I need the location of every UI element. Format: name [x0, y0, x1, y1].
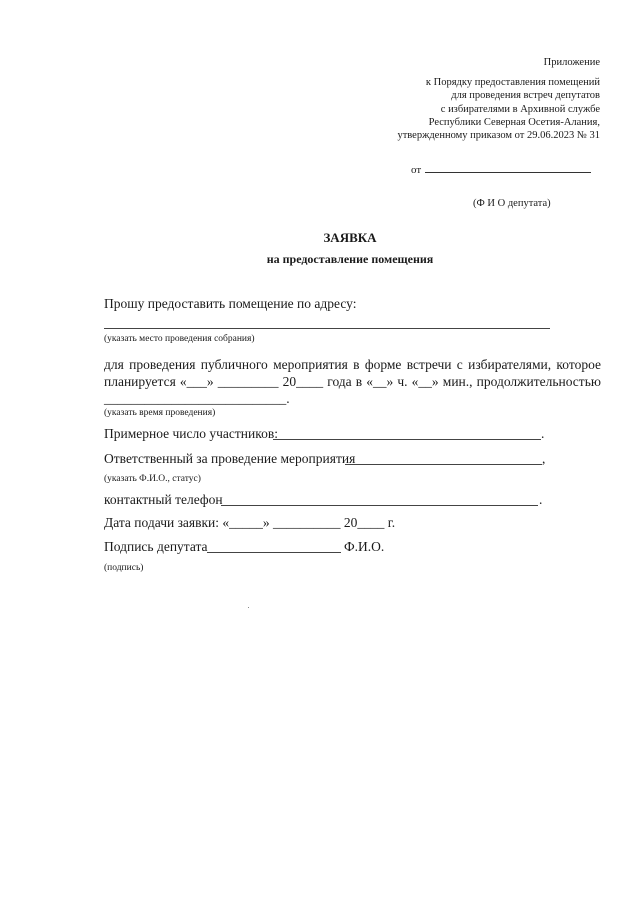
appendix-header: [397, 56, 600, 142]
signature-fio: Ф.И.О.: [344, 539, 385, 554]
address-line: [104, 328, 550, 329]
phone-line: [221, 505, 538, 506]
participants-line: [273, 439, 541, 440]
appendix-line-1: к Порядку предоставления помещений: [425, 77, 600, 89]
event-line-1-word: проведения: [129, 357, 196, 372]
event-line-2-word: _________: [217, 374, 279, 389]
date-label: Дата подачи заявки:: [104, 515, 220, 530]
event-line-2-word: планируется: [104, 374, 176, 389]
appendix-title: Приложение: [543, 57, 600, 68]
appendix-line-3: с избирателями в Архивной службе: [440, 103, 600, 115]
event-line-2-word: в: [355, 374, 363, 389]
responsible-line: [345, 464, 542, 465]
from-field: [411, 162, 591, 176]
event-line-1-word: которое: [556, 357, 601, 372]
appendix-line-2: для проведения встреч депутатов: [451, 90, 600, 102]
date-field: [104, 515, 395, 531]
responsible-caption: (указать Ф.И.О., статус): [104, 474, 201, 484]
from-label: от: [411, 164, 422, 176]
responsible-label: Ответственный за проведение мероприятия: [104, 451, 356, 466]
event-line-2-word: года: [327, 374, 352, 389]
signature-label: Подпись депутата: [104, 539, 208, 554]
event-line-2-word: 20____: [282, 374, 324, 389]
event-line-1-word: для: [104, 357, 124, 372]
date-year: 20____: [343, 515, 385, 530]
event-line-1-word: форме: [364, 357, 402, 372]
appendix-line-4: Республики Северная Осетия-Алания,: [428, 116, 600, 128]
event-line-2-word: мин.,: [442, 374, 473, 389]
event-line-1-word: публичного: [200, 357, 268, 372]
event-line-2-word: продолжительностью: [476, 374, 601, 389]
event-line-2-word: «__»: [366, 374, 394, 389]
event-line-1-word: с: [456, 357, 463, 372]
request-text: Прошу предоставить помещение по адресу:: [104, 296, 357, 311]
date-month: __________: [273, 515, 341, 530]
event-line-1-word: избирателями,: [468, 357, 552, 372]
date-day: «_____»: [222, 515, 270, 530]
signature-caption: (подпись): [104, 563, 144, 573]
participants-label: Примерное число участников:: [104, 426, 279, 441]
event-line-3: ___________________________.: [104, 391, 290, 406]
scan-speck: [248, 607, 249, 608]
phone-label: контактный телефон: [104, 492, 223, 507]
document-title: ЗАЯВКА: [323, 230, 377, 245]
date-suffix: г.: [387, 515, 396, 530]
event-line-1-word: мероприятия: [273, 357, 348, 372]
appendix-line-5: утвержденному приказом от 29.06.2023 № 31: [397, 130, 600, 142]
time-caption: (указать время проведения): [104, 408, 216, 418]
place-caption: (указать место проведения собрания): [104, 334, 255, 344]
event-line-1: [104, 356, 601, 373]
event-line-2-word: «__»: [411, 374, 439, 389]
event-line-1-word: встречи: [406, 357, 452, 372]
event-line-2: [104, 373, 601, 390]
event-line-2-word: ч.: [397, 374, 408, 389]
signature-line: [207, 552, 341, 553]
document-page: Приложение к Порядку предоставления помещений для проведения встреч депутатов с избирателями в Архивной службе Республики Северная Осетия-Алания, утвержденному приказом от 29.06.2023 № 31 от (Ф И О депутата) ЗАЯВКА на предоставление помещения Прошу предоставить помещение по адресу: (указать место проведения собрания) для проведения публичного мероприятия в форме встречи с избирателями, которое планируется «___» _________ 20____ года в «__» ч. «__» мин., продолжительностью ___________________________. (указать время проведения) Примерное число участников: . Ответственный за проведение мероприятия , (указать Ф.И.О., статус) контактный телефон . Дата подачи заявки: «_____» __________ 20____ г. Подпись депутата Ф.И.О. (подпись): [0, 0, 640, 906]
event-line-1-word: в: [353, 357, 360, 372]
event-paragraph: [104, 356, 601, 407]
from-blank: [425, 162, 591, 173]
fio-caption: (Ф И О депутата): [473, 198, 551, 209]
event-line-2-word: «___»: [179, 374, 214, 389]
document-subtitle: на предоставление помещения: [266, 252, 434, 266]
